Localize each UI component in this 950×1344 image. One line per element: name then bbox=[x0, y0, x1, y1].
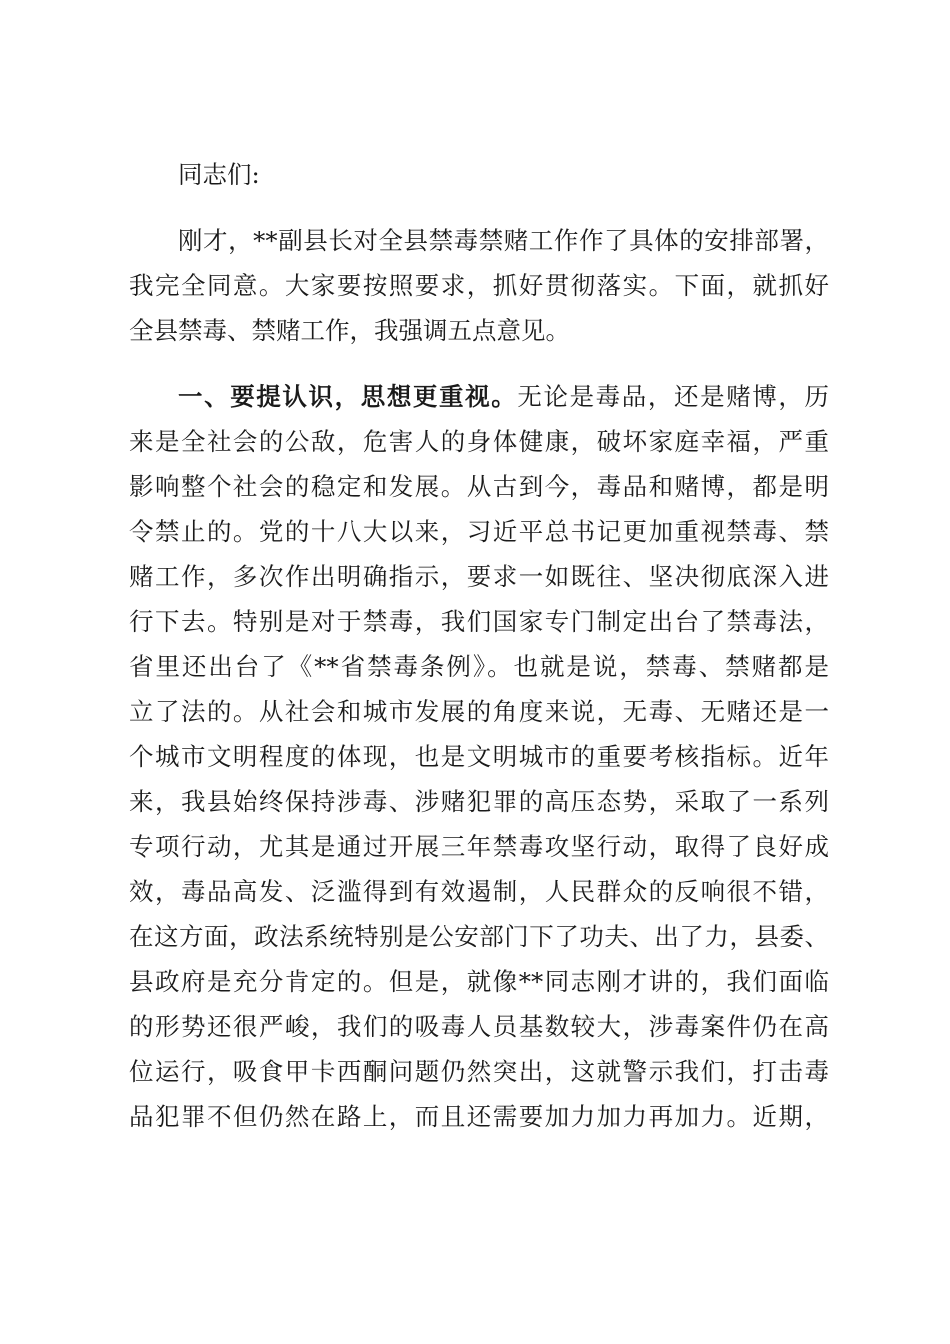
paragraph-line: 行下去。特别是对于禁毒，我们国家专门制定出台了禁毒法， bbox=[129, 607, 829, 636]
heading-line-rest: 无论是毒品，还是赌博，历 bbox=[517, 382, 830, 411]
paragraph-line: 的形势还很严峻，我们的吸毒人员基数较大，涉毒案件仍在高 bbox=[129, 1012, 829, 1041]
section-heading: 一、要提认识，思想更重视。 bbox=[178, 382, 518, 411]
paragraph-line: 效，毒品高发、泛滥得到有效遏制，人民群众的反响很不错， bbox=[129, 877, 829, 906]
salutation: 同志们: bbox=[178, 160, 260, 189]
paragraph-line: 品犯罪不但仍然在路上，而且还需要加力加力再加力。近期， bbox=[129, 1102, 829, 1131]
paragraph-line bbox=[129, 374, 829, 419]
paragraph-line: 省里还出台了《**省禁毒条例》。也就是说，禁毒、禁赌都是 bbox=[129, 652, 829, 681]
paragraph-line: 专项行动，尤其是通过开展三年禁毒攻坚行动，取得了良好成 bbox=[129, 832, 829, 861]
paragraph-line: 赌工作，多次作出明确指示，要求一如既往、坚决彻底深入进 bbox=[129, 562, 829, 591]
paragraph-line: 我完全同意。大家要按照要求，抓好贯彻落实。下面，就抓好 bbox=[129, 271, 829, 300]
paragraph-line: 全县禁毒、禁赌工作，我强调五点意见。 bbox=[129, 316, 570, 345]
paragraph-intro bbox=[129, 218, 829, 353]
paragraph-line: 县政府是充分肯定的。但是，就像**同志刚才讲的，我们面临 bbox=[129, 967, 829, 996]
paragraph-line: 来，我县始终保持涉毒、涉赌犯罪的高压态势，采取了一系列 bbox=[129, 787, 829, 816]
paragraph-line: 个城市文明程度的体现，也是文明城市的重要考核指标。近年 bbox=[129, 742, 829, 771]
paragraph-gap bbox=[129, 353, 829, 374]
paragraph-line: 在这方面，政法系统特别是公安部门下了功夫、出了力，县委、 bbox=[129, 922, 829, 951]
paragraph-line: 影响整个社会的稳定和发展。从古到今，毒品和赌博，都是明 bbox=[129, 472, 829, 501]
paragraph-line: 来是全社会的公敌，危害人的身体健康，破坏家庭幸福，严重 bbox=[129, 427, 829, 456]
document-body bbox=[129, 152, 829, 1139]
paragraph-line: 令禁止的。党的十八大以来，习近平总书记更加重视禁毒、禁 bbox=[129, 517, 829, 546]
paragraph-line: 位运行，吸食甲卡西酮问题仍然突出，这就警示我们，打击毒 bbox=[129, 1057, 829, 1086]
paragraph-line: 立了法的。从社会和城市发展的角度来说，无毒、无赌还是一 bbox=[129, 697, 829, 726]
paragraph-gap bbox=[129, 197, 829, 218]
paragraph-line: 刚才，**副县长对全县禁毒禁赌工作作了具体的安排部署， bbox=[178, 226, 829, 255]
paragraph-point-one bbox=[129, 374, 829, 1139]
